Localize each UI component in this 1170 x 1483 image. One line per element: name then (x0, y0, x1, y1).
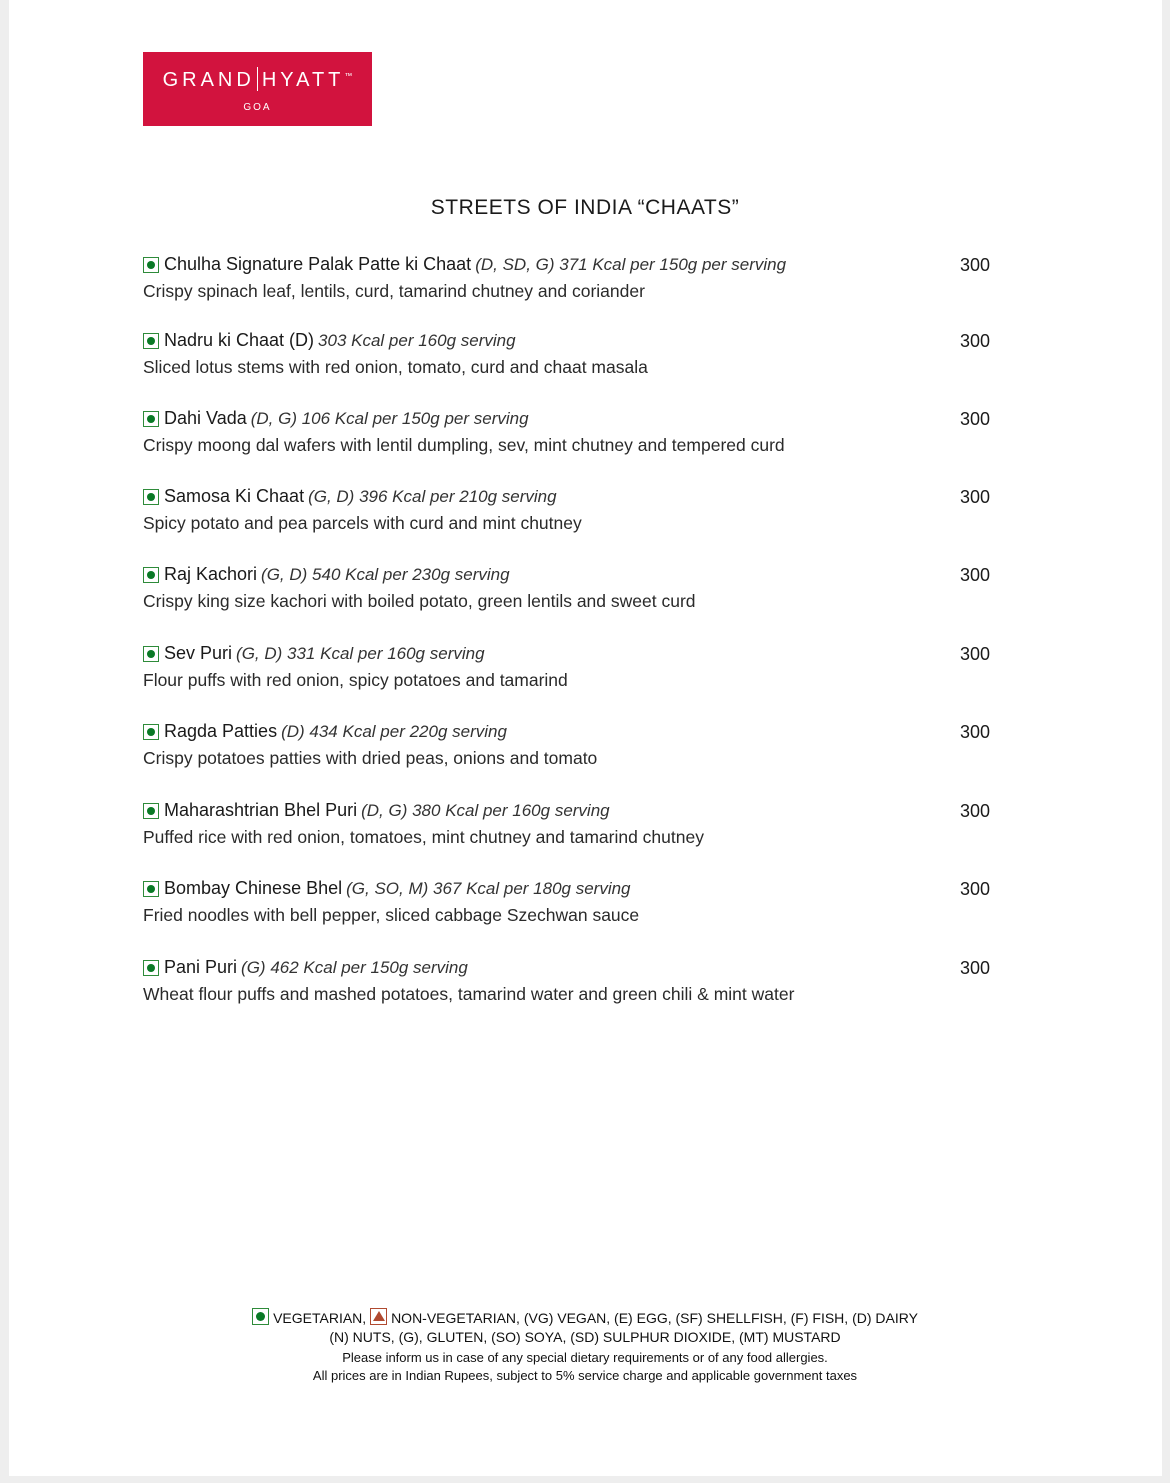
menu-item-info: (G, D) 540 Kcal per 230g serving (261, 565, 510, 584)
menu-item-description: Wheat flour puffs and mashed potatoes, tamarind water and green chili & mint water (143, 984, 795, 1004)
menu-item-heading (164, 957, 468, 978)
menu-item-info: (D, G) 380 Kcal per 160g serving (361, 801, 610, 820)
menu-item-price: 300 (960, 409, 991, 429)
menu-item-description: Spicy potato and pea parcels with curd and mint chutney (143, 513, 582, 533)
menu-item-price: 300 (960, 722, 991, 742)
veg-indicator-icon (143, 724, 159, 740)
menu-item-name: Raj Kachori (164, 564, 258, 584)
menu-item-description: Puffed rice with red onion, tomatoes, mint chutney and tamarind chutney (143, 827, 704, 847)
veg-indicator-icon (143, 803, 159, 819)
menu-item (143, 957, 1003, 1017)
legend-veg-label: VEGETARIAN, (273, 1310, 367, 1326)
logo-divider (257, 67, 258, 91)
menu-item-description: Crispy spinach leaf, lentils, curd, tamarind chutney and coriander (143, 281, 645, 301)
veg-indicator-icon (143, 257, 159, 273)
menu-item (143, 254, 1003, 314)
menu-item-name: Dahi Vada (164, 408, 247, 428)
menu-item-name: Nadru ki Chaat (D) (164, 330, 315, 350)
menu-item (143, 408, 1003, 468)
menu-item-info: (D) 434 Kcal per 220g serving (281, 722, 507, 741)
menu-item-info: (G, D) 331 Kcal per 160g serving (236, 644, 485, 663)
menu-item (143, 800, 1003, 860)
legend-nonveg-label: NON-VEGETARIAN, (VG) VEGAN, (E) EGG, (SF) SHELLFISH, (F) FISH, (D) DAIRY (391, 1310, 918, 1326)
grand-hyatt-goa-logo (143, 52, 372, 126)
menu-item-name: Samosa Ki Chaat (164, 486, 305, 506)
menu-item-info: (G, SO, M) 367 Kcal per 180g serving (346, 879, 631, 898)
menu-item-heading (164, 486, 557, 507)
legend-price-note: All prices are in Indian Rupees, subject to 5% service charge and applicable government taxes (312, 1368, 858, 1383)
veg-indicator-icon (252, 1308, 269, 1325)
veg-indicator-icon (143, 333, 159, 349)
menu-item-heading (164, 254, 786, 275)
menu-item-name: Sev Puri (164, 643, 233, 663)
menu-item-price: 300 (960, 331, 991, 351)
veg-indicator-icon (143, 960, 159, 976)
menu-item (143, 486, 1003, 546)
veg-indicator-icon (143, 411, 159, 427)
menu-item-price: 300 (960, 487, 991, 507)
legend-line-2: (N) NUTS, (G), GLUTEN, (SO) SOYA, (SD) SULPHUR DIOXIDE, (MT) MUSTARD (329, 1329, 841, 1345)
veg-indicator-icon (143, 881, 159, 897)
legend-line-1 (0, 1308, 1170, 1329)
menu-item-name: Bombay Chinese Bhel (164, 878, 343, 898)
menu-item-description: Flour puffs with red onion, spicy potatoes and tamarind (143, 670, 568, 690)
menu-item (143, 721, 1003, 781)
menu-item-heading (164, 721, 507, 742)
menu-item (143, 878, 1003, 938)
menu-item-info: (G) 462 Kcal per 150g serving (241, 958, 468, 977)
dietary-legend (0, 1308, 1170, 1386)
menu-item-price: 300 (960, 565, 991, 585)
logo-location: GOA (243, 102, 272, 113)
page-title: STREETS OF INDIA “CHAATS” (430, 196, 740, 219)
menu-item-description: Crispy moong dal wafers with lentil dumpling, sev, mint chutney and tempered curd (143, 435, 785, 455)
menu-item-price: 300 (960, 958, 991, 978)
menu-item-info: (D, G) 106 Kcal per 150g per serving (250, 409, 529, 428)
menu-item-description: Fried noodles with bell pepper, sliced cabbage Szechwan sauce (143, 905, 640, 925)
menu-item-description: Crispy king size kachori with boiled potato, green lentils and sweet curd (143, 591, 696, 611)
nonveg-indicator-icon (370, 1308, 387, 1325)
menu-item-name: Ragda Patties (164, 721, 278, 741)
menu-item-heading (164, 800, 610, 821)
veg-indicator-icon (143, 567, 159, 583)
menu-item-name: Pani Puri (164, 957, 238, 977)
menu-item (143, 643, 1003, 703)
menu-item-description: Sliced lotus stems with red onion, tomato, curd and chaat masala (143, 357, 648, 377)
menu-item-name: Maharashtrian Bhel Puri (164, 800, 358, 820)
menu-item-description: Crispy potatoes patties with dried peas, onions and tomato (143, 748, 598, 768)
menu-item-price: 300 (960, 801, 991, 821)
menu-item-heading (164, 330, 516, 351)
menu-item-heading (164, 643, 485, 664)
menu-item-price: 300 (960, 255, 991, 275)
veg-indicator-icon (143, 489, 159, 505)
menu-item (143, 564, 1003, 624)
menu-item-price: 300 (960, 879, 991, 899)
menu-item-heading (164, 408, 529, 429)
logo-trademark: ™ (344, 71, 353, 81)
menu-item-info: 303 Kcal per 160g serving (318, 331, 516, 350)
legend-allergy-note: Please inform us in case of any special dietary requirements or of any food allergies. (342, 1350, 828, 1365)
logo-grand: GRAND (162, 69, 255, 91)
logo-wordmark (143, 67, 372, 92)
menu-item-info: (D, SD, G) 371 Kcal per 150g per serving (475, 255, 787, 274)
veg-indicator-icon (143, 646, 159, 662)
menu-item-info: (G, D) 396 Kcal per 210g serving (308, 487, 557, 506)
menu-item-heading (164, 564, 510, 585)
menu-item-heading (164, 878, 631, 899)
menu-item-price: 300 (960, 644, 991, 664)
menu-item-name: Chulha Signature Palak Patte ki Chaat (164, 254, 472, 274)
menu-item (143, 330, 1003, 390)
logo-hyatt: HYATT (261, 69, 345, 91)
